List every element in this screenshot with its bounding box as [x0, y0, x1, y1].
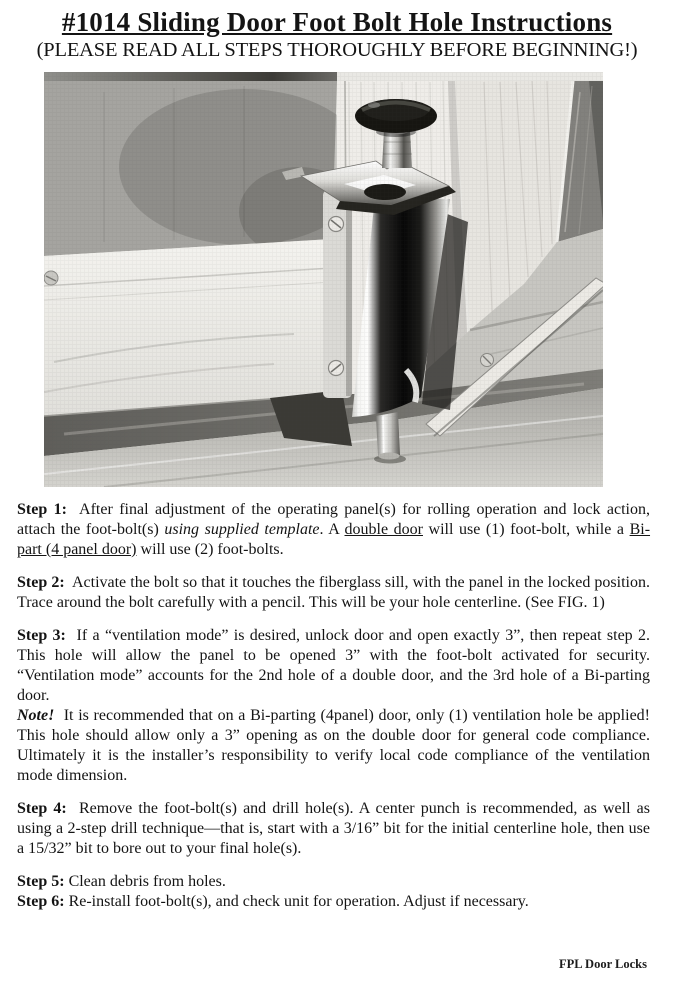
step-1-paragraph — [17, 500, 650, 560]
text-segment: It is recommended that on a Bi-parting (4panel) door, only (1) ventilation hole be applied! This hole should allow only a 3” opening as on the double door for general code compliance. Ultimately it is the installer’s responsibility to verify local code compliance of the ventilation mode dimension. — [17, 707, 650, 784]
text-segment: If a “ventilation mode” is desired, unlock door and open exactly 3”, then repeat step 2. This hole will allow the panel to be opened 3” with the foot-bolt activated for security. “Ventilation mode” accounts for the 2nd hole of a double door, and the 3rd hole of a Bi-parting door. — [17, 627, 650, 704]
text-segment: Remove the foot-bolt(s) and drill hole(s). A center punch is recommended, as well as using a 2-step drill technique—that is, start with a 3/16” bit for the initial centerline hole, then use a 15/32” bit to bore out to your final hole(s). — [17, 800, 650, 857]
step-3-note-paragraph — [17, 706, 650, 786]
text-segment: Bi-part (4 panel door) — [17, 521, 651, 558]
text-segment: will use (2) foot-bolts. — [136, 541, 284, 558]
text-segment: Step 5: — [17, 873, 65, 890]
step-6-paragraph — [17, 892, 650, 912]
step-2-paragraph — [17, 573, 650, 613]
foot-bolt-photo — [44, 72, 603, 487]
text-segment: . A — [319, 521, 345, 538]
text-segment: Step 2: — [17, 574, 65, 591]
text-segment: After final adjustment of the operating panel(s) for rolling operation and lock action, attach the foot-bolt(s) — [17, 501, 651, 538]
text-segment: will use (1) foot-bolt, while a — [422, 521, 630, 538]
footer-brand: FPL Door Locks — [559, 957, 647, 971]
text-segment: using supplied template — [164, 521, 320, 538]
text-segment: Step 6: — [17, 893, 65, 910]
page-subtitle: (PLEASE READ ALL STEPS THOROUGHLY BEFORE BEGINNING!) — [36, 39, 638, 61]
text-segment: Re-install foot-bolt(s), and check unit for operation. Adjust if necessary. — [64, 893, 529, 910]
step-5-paragraph — [17, 872, 650, 892]
step-4-paragraph — [17, 799, 650, 859]
instruction-photo — [44, 72, 603, 487]
text-segment: Step 4: — [17, 800, 67, 817]
text-segment: Step 1: — [17, 501, 68, 518]
text-segment: Activate the bolt so that it touches the fiberglass sill, with the panel in the locked position. Trace around the bolt carefully with a pencil. This will be your hole centerline. (See FIG. 1) — [17, 574, 650, 611]
text-segment: Clean debris from holes. — [64, 873, 226, 890]
text-segment: Note! — [17, 707, 55, 724]
text-segment: Step 3: — [17, 627, 66, 644]
document-header — [0, 0, 674, 63]
instructions-body — [17, 500, 650, 912]
scan-texture — [44, 72, 603, 487]
text-segment: double door — [344, 521, 423, 538]
step-3-paragraph — [17, 626, 650, 706]
page-title: #1014 Sliding Door Foot Bolt Hole Instructions — [61, 7, 613, 37]
